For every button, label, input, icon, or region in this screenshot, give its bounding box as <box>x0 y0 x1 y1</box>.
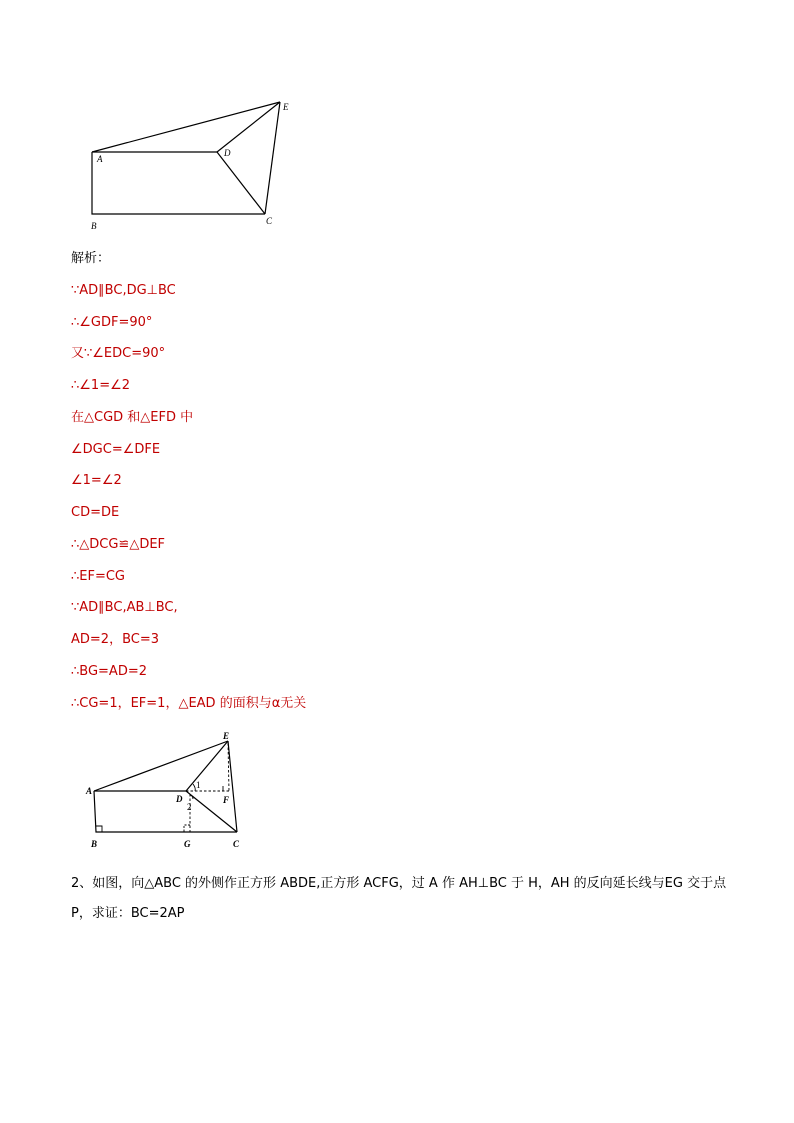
label-c: C <box>233 839 240 849</box>
arc-angle-1 <box>193 784 195 791</box>
segment-ae <box>94 741 228 791</box>
figure-1 <box>85 95 300 235</box>
segment-abgc <box>94 791 237 832</box>
figure-2 <box>80 728 255 853</box>
solution-line-1: ∵AD∥BC,DG⊥BC <box>71 283 176 298</box>
problem-2-text: 2、如图，向△ABC 的外侧作正方形 ABDE,正方形 ACFG，过 A 作 AH⊥BC 于 H，AH 的反向延长线与EG 交于点 P，求证：BC=2AP <box>71 876 727 921</box>
solution-line-6: ∠DGC=∠DFE <box>71 442 161 457</box>
solution-line-3: 又∵∠EDC=90° <box>71 346 166 361</box>
label-d: D <box>176 794 183 804</box>
segment-dc <box>217 152 265 214</box>
segment-ae <box>92 102 280 152</box>
solution-line-14: ∴CG=1，EF=1，△EAD 的面积与α无关 <box>71 696 307 711</box>
segment-ec <box>228 741 237 832</box>
label-c: C <box>266 216 273 226</box>
solution-line-11: ∵AD∥BC,AB⊥BC, <box>71 600 178 615</box>
label-angle-2: 2 <box>187 802 192 812</box>
solution-line-5: 在△CGD 和△EFD 中 <box>71 410 194 425</box>
solution-line-10: ∴EF=CG <box>71 569 126 584</box>
label-e: E <box>283 102 289 112</box>
label-g: G <box>184 839 191 849</box>
solution-line-2: ∴∠GDF=90° <box>71 315 153 330</box>
segment-de <box>217 102 280 152</box>
solution-line-9: ∴△DCG≌△DEF <box>71 537 166 552</box>
solution-line-4: ∴∠1=∠2 <box>71 378 131 393</box>
label-a: A <box>86 786 93 796</box>
segment-dc <box>186 791 237 832</box>
label-angle-1: 1 <box>196 780 201 790</box>
figure-2-diagram <box>80 728 255 853</box>
segment-ec <box>265 102 280 214</box>
right-angle-g <box>184 825 190 832</box>
label-b: B <box>91 839 98 849</box>
solution-line-13: ∴BG=AD=2 <box>71 664 147 679</box>
figure-1-diagram <box>85 95 300 235</box>
segment-abc <box>92 152 265 214</box>
solution-heading: 解析： <box>71 251 111 266</box>
solution-line-8: CD=DE <box>71 505 120 520</box>
label-e: E <box>223 731 230 741</box>
label-a: A <box>97 154 103 164</box>
label-f: F <box>223 795 230 805</box>
right-angle-b <box>96 826 102 832</box>
label-b: B <box>91 221 97 231</box>
solution-line-12: AD=2，BC=3 <box>71 632 159 647</box>
label-d: D <box>224 148 231 158</box>
solution-line-7: ∠1=∠2 <box>71 473 122 488</box>
